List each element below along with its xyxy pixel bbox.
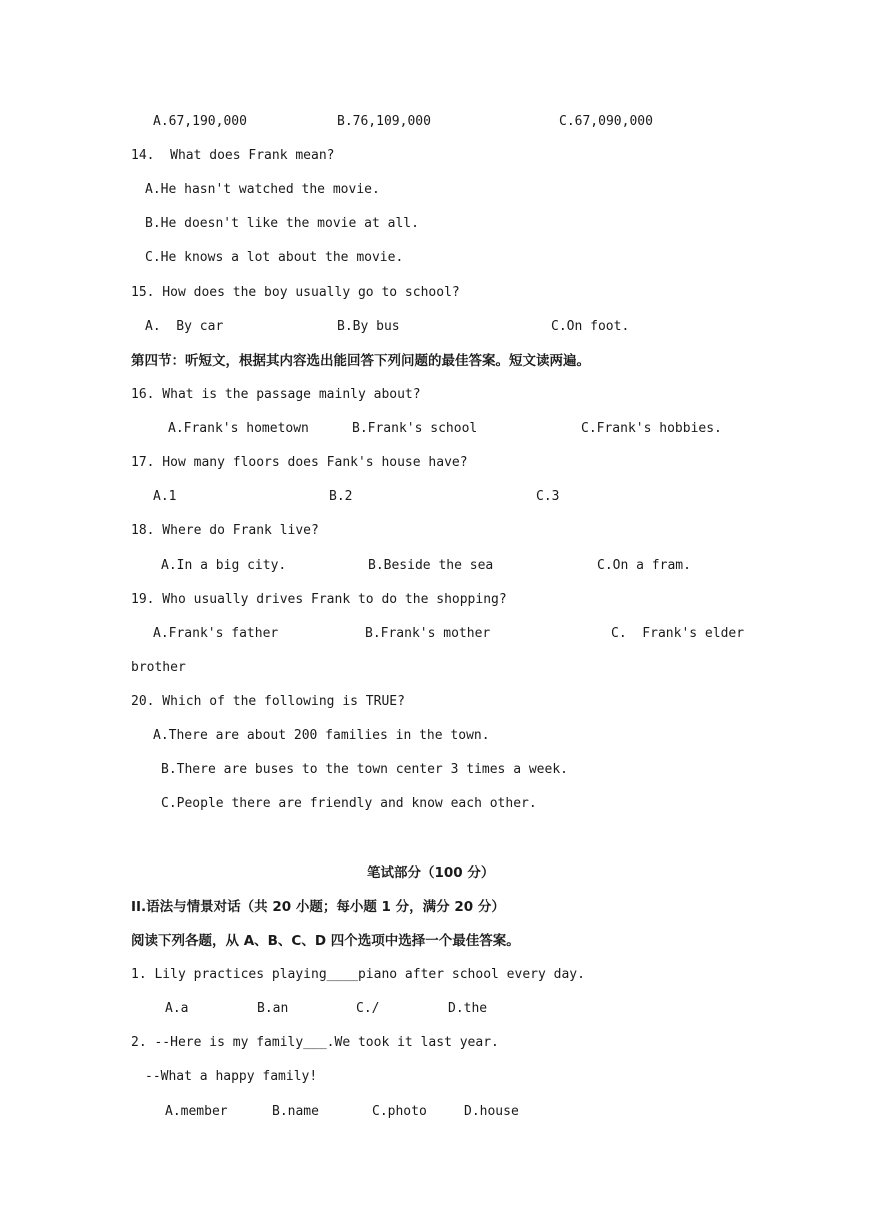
q19-option-c: C. Frank's elder xyxy=(611,626,745,641)
q13-option-b: B.76,109,000 xyxy=(337,114,431,129)
g2-option-a: A.member xyxy=(165,1104,228,1119)
q16-option-c: C.Frank's hobbies. xyxy=(581,421,722,436)
section4-heading: 第四节：听短文，根据其内容选出能回答下列问题的最佳答案。短文读两遍。 xyxy=(131,353,590,369)
q19-option-a: A.Frank's father xyxy=(153,626,279,641)
g2-option-c: C.photo xyxy=(372,1104,427,1119)
q18-option-a: A.In a big city. xyxy=(161,558,287,573)
q14-option-b: B.He doesn't like the movie at all. xyxy=(145,216,419,231)
g2-option-d: D.house xyxy=(464,1104,519,1119)
q17-option-c: C.3 xyxy=(536,489,560,504)
g2-question: 2. --Here is my family___.We took it last year. xyxy=(131,1035,499,1050)
q16-option-b: B.Frank's school xyxy=(352,421,478,436)
part2-heading: II.语法与情景对话（共 20 小题；每小题 1 分，满分 20 分） xyxy=(131,899,505,915)
q14-option-c: C.He knows a lot about the movie. xyxy=(145,250,404,265)
q18-option-b: B.Beside the sea xyxy=(368,558,494,573)
q20-option-a: A.There are about 200 families in the town. xyxy=(153,728,490,743)
q15-question: 15. How does the boy usually go to school? xyxy=(131,285,460,300)
g1-option-a: A.a xyxy=(165,1001,189,1016)
q15-option-c: C.On foot. xyxy=(551,319,630,334)
q19-option-c-continued: brother xyxy=(131,660,186,675)
q17-option-b: B.2 xyxy=(329,489,353,504)
g1-option-b: B.an xyxy=(257,1001,289,1016)
q17-question: 17. How many floors does Fank's house have? xyxy=(131,455,468,470)
written-part-title: 笔试部分（100 分） xyxy=(367,865,495,881)
q16-option-a: A.Frank's hometown xyxy=(168,421,309,436)
g1-question: 1. Lily practices playing____piano after school every day. xyxy=(131,967,585,982)
part2-instruction: 阅读下列各题，从 A、B、C、D 四个选项中选择一个最佳答案。 xyxy=(131,933,520,949)
g1-option-c: C./ xyxy=(356,1001,380,1016)
q19-question: 19. Who usually drives Frank to do the shopping? xyxy=(131,592,507,607)
q13-option-a: A.67,190,000 xyxy=(153,114,247,129)
g1-option-d: D.the xyxy=(448,1001,488,1016)
g2-option-b: B.name xyxy=(272,1104,319,1119)
q18-option-c: C.On a fram. xyxy=(597,558,691,573)
q20-option-b: B.There are buses to the town center 3 times a week. xyxy=(161,762,568,777)
q17-option-a: A.1 xyxy=(153,489,177,504)
q16-question: 16. What is the passage mainly about? xyxy=(131,387,421,402)
q20-question: 20. Which of the following is TRUE? xyxy=(131,694,405,709)
q14-question: 14. What does Frank mean? xyxy=(131,148,335,163)
q15-option-a: A. By car xyxy=(145,319,224,334)
g2-reply: --What a happy family! xyxy=(145,1069,318,1084)
q20-option-c: C.People there are friendly and know each other. xyxy=(161,796,537,811)
q13-option-c: C.67,090,000 xyxy=(559,114,653,129)
q19-option-b: B.Frank's mother xyxy=(365,626,491,641)
q14-option-a: A.He hasn't watched the movie. xyxy=(145,182,380,197)
q18-question: 18. Where do Frank live? xyxy=(131,523,319,538)
q15-option-b: B.By bus xyxy=(337,319,400,334)
